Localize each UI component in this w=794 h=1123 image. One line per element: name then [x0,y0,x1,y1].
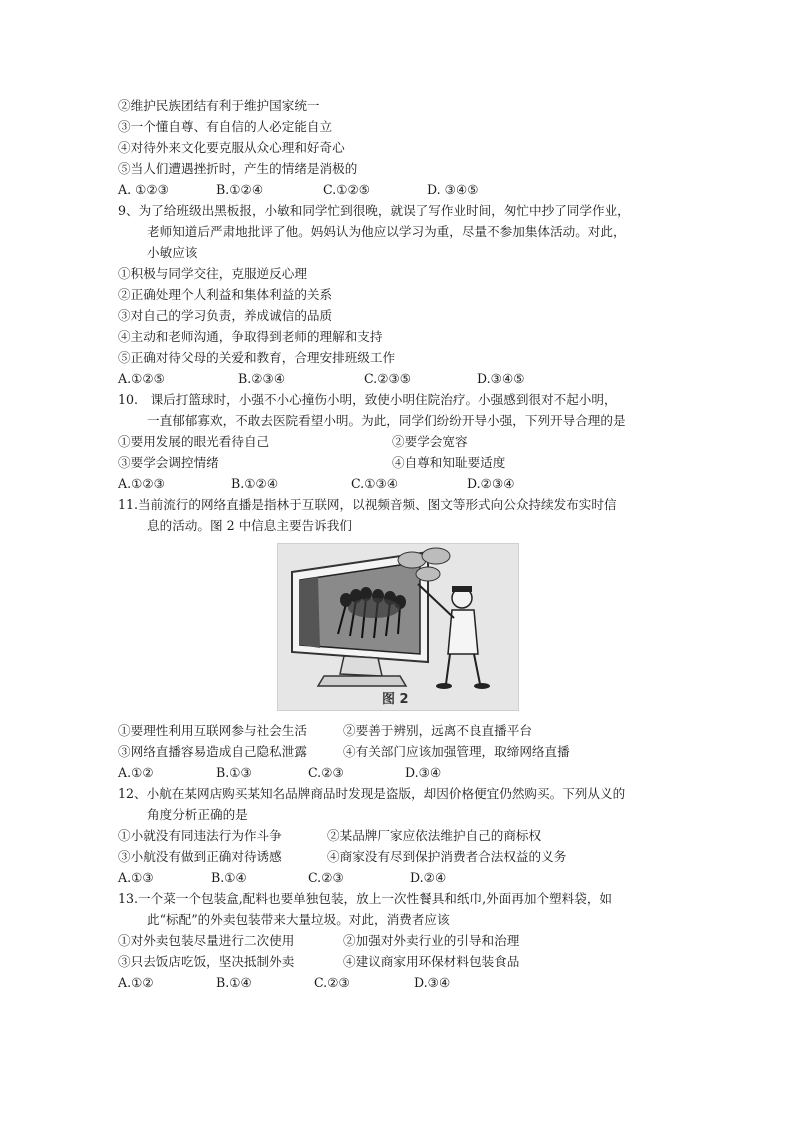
q10-stem-line-2: 一直郁郁寡欢，不敢去医院看望小明。为此，同学们纷纷开导小强，下列开导合理的是 [147,413,626,428]
q10-item-2: ②要学会宽容 [392,434,468,449]
q13-option-b: B.①④ [216,975,252,990]
q12-stem-line-1: 12、小航在某网店购买某知名品牌商品时发现是盗版，却因价格便宜仍然购买。下列从义的 [118,786,626,801]
q8-item-4: ④对待外来文化要克服从众心理和好奇心 [118,140,345,155]
q9-stem-line-3: 小敏应该 [147,245,198,260]
q12-item-4: ④商家没有尽到保护消费者合法权益的义务 [327,849,567,864]
q11-option-c: C.②③ [308,765,344,780]
q10-option-d: D.②③④ [467,476,515,491]
cartoon-illustration [278,544,518,710]
q8-item-5: ⑤当人们遭遇挫折时，产生的情绪是消极的 [118,161,358,176]
q13-option-c: C.②③ [314,975,350,990]
q13-stem-line-2: 此“标配”的外卖包装带来大量垃圾。对此，消费者应该 [147,912,450,927]
q13-item-2: ②加强对外卖行业的引导和治理 [343,933,520,948]
figure-caption: 图 2 [382,692,409,707]
q11-option-a: A.①② [118,765,154,780]
q9-item-4: ④主动和老师沟通，争取得到老师的理解和支持 [118,329,383,344]
q8-option-c: C.①②⑤ [323,182,371,197]
q13-stem-line-1: 13.一个菜一个包装盒,配料也要单独包装，放上一次性餐具和纸巾,外面再加个塑料袋，如 [118,891,613,906]
q9-stem-line-2: 老师知道后严肃地批评了他。妈妈认为他应以学习为重，尽量不参加集体活动。对此， [147,224,626,239]
q12-option-c: C.②③ [308,870,344,885]
q9-stem-line-1: 9、为了给班级出黑板报，小敏和同学忙到很晚，就误了写作业时间，匆忙中抄了同学作业， [118,203,630,218]
q9-item-3: ③对自己的学习负责，养成诚信的品质 [118,308,333,323]
q13-option-d: D.③④ [414,975,451,990]
q12-option-d: D.②④ [410,870,447,885]
q12-option-b: B.①④ [211,870,247,885]
q13-item-3: ③只去饭店吃饭，坚决抵制外卖 [118,954,295,969]
q10-item-4: ④自尊和知耻要适度 [392,455,506,470]
q10-option-b: B.①②④ [231,476,279,491]
q12-item-3: ③小航没有做到正确对待诱感 [118,849,282,864]
q9-item-1: ①积极与同学交往，克服逆反心理 [118,266,307,281]
q12-option-a: A.①③ [118,870,154,885]
q10-stem-line-1: 10. 课后打篮球时，小强不小心撞伤小明，致使小明住院治疗。小强感到很对不起小明， [118,392,617,407]
q11-item-2: ②要善于辨别，远离不良直播平台 [343,723,532,738]
q10-item-1: ①要用发展的眼光看待自己 [118,434,270,449]
q11-option-d: D.③④ [405,765,442,780]
q11-item-1: ①要理性利用互联网参与社会生活 [118,723,307,738]
q11-stem-line-2: 息的活动。图 2 中信息主要告诉我们 [147,518,352,533]
q10-option-a: A.①②③ [118,476,165,491]
q8-option-b: B.①②④ [216,182,264,197]
q8-option-a: A. ①②③ [118,182,169,197]
q9-item-2: ②正确处理个人利益和集体利益的关系 [118,287,333,302]
q10-item-3: ③要学会调控情绪 [118,455,219,470]
q8-option-d: D. ③④⑤ [427,182,479,197]
q9-option-c: C.②③⑤ [364,371,412,386]
q11-item-4: ④有关部门应该加强管理，取缔网络直播 [343,744,570,759]
q9-option-b: B.②③④ [238,371,286,386]
q9-option-a: A.①②⑤ [118,371,165,386]
q9-item-5: ⑤正确对待父母的关爱和教育，合理安排班级工作 [118,350,396,365]
q12-stem-line-2: 角度分析正确的是 [147,807,248,822]
q12-item-2: ②某品牌厂家应依法维护自己的商标权 [327,828,542,843]
figure-2-cartoon [277,543,519,711]
q8-item-3: ③一个懂自尊、有自信的人必定能自立 [118,119,333,134]
q11-stem-line-1: 11.当前流行的网络直播是指林于互联网，以视频音频、图文等形式向公众持续发布实时信 [118,497,617,512]
q13-item-4: ④建议商家用环保材料包装食品 [343,954,520,969]
q10-option-c: C.①③④ [351,476,399,491]
q11-item-3: ③网络直播容易造成自己隐私泄露 [118,744,307,759]
q12-item-1: ①小就没有同违法行为作斗争 [118,828,282,843]
q13-option-a: A.①② [118,975,154,990]
q8-item-2: ②维护民族团结有利于维护国家统一 [118,98,320,113]
q9-option-d: D.③④⑤ [477,371,525,386]
q11-option-b: B.①③ [216,765,252,780]
q13-item-1: ①对外卖包装尽量进行二次使用 [118,933,295,948]
